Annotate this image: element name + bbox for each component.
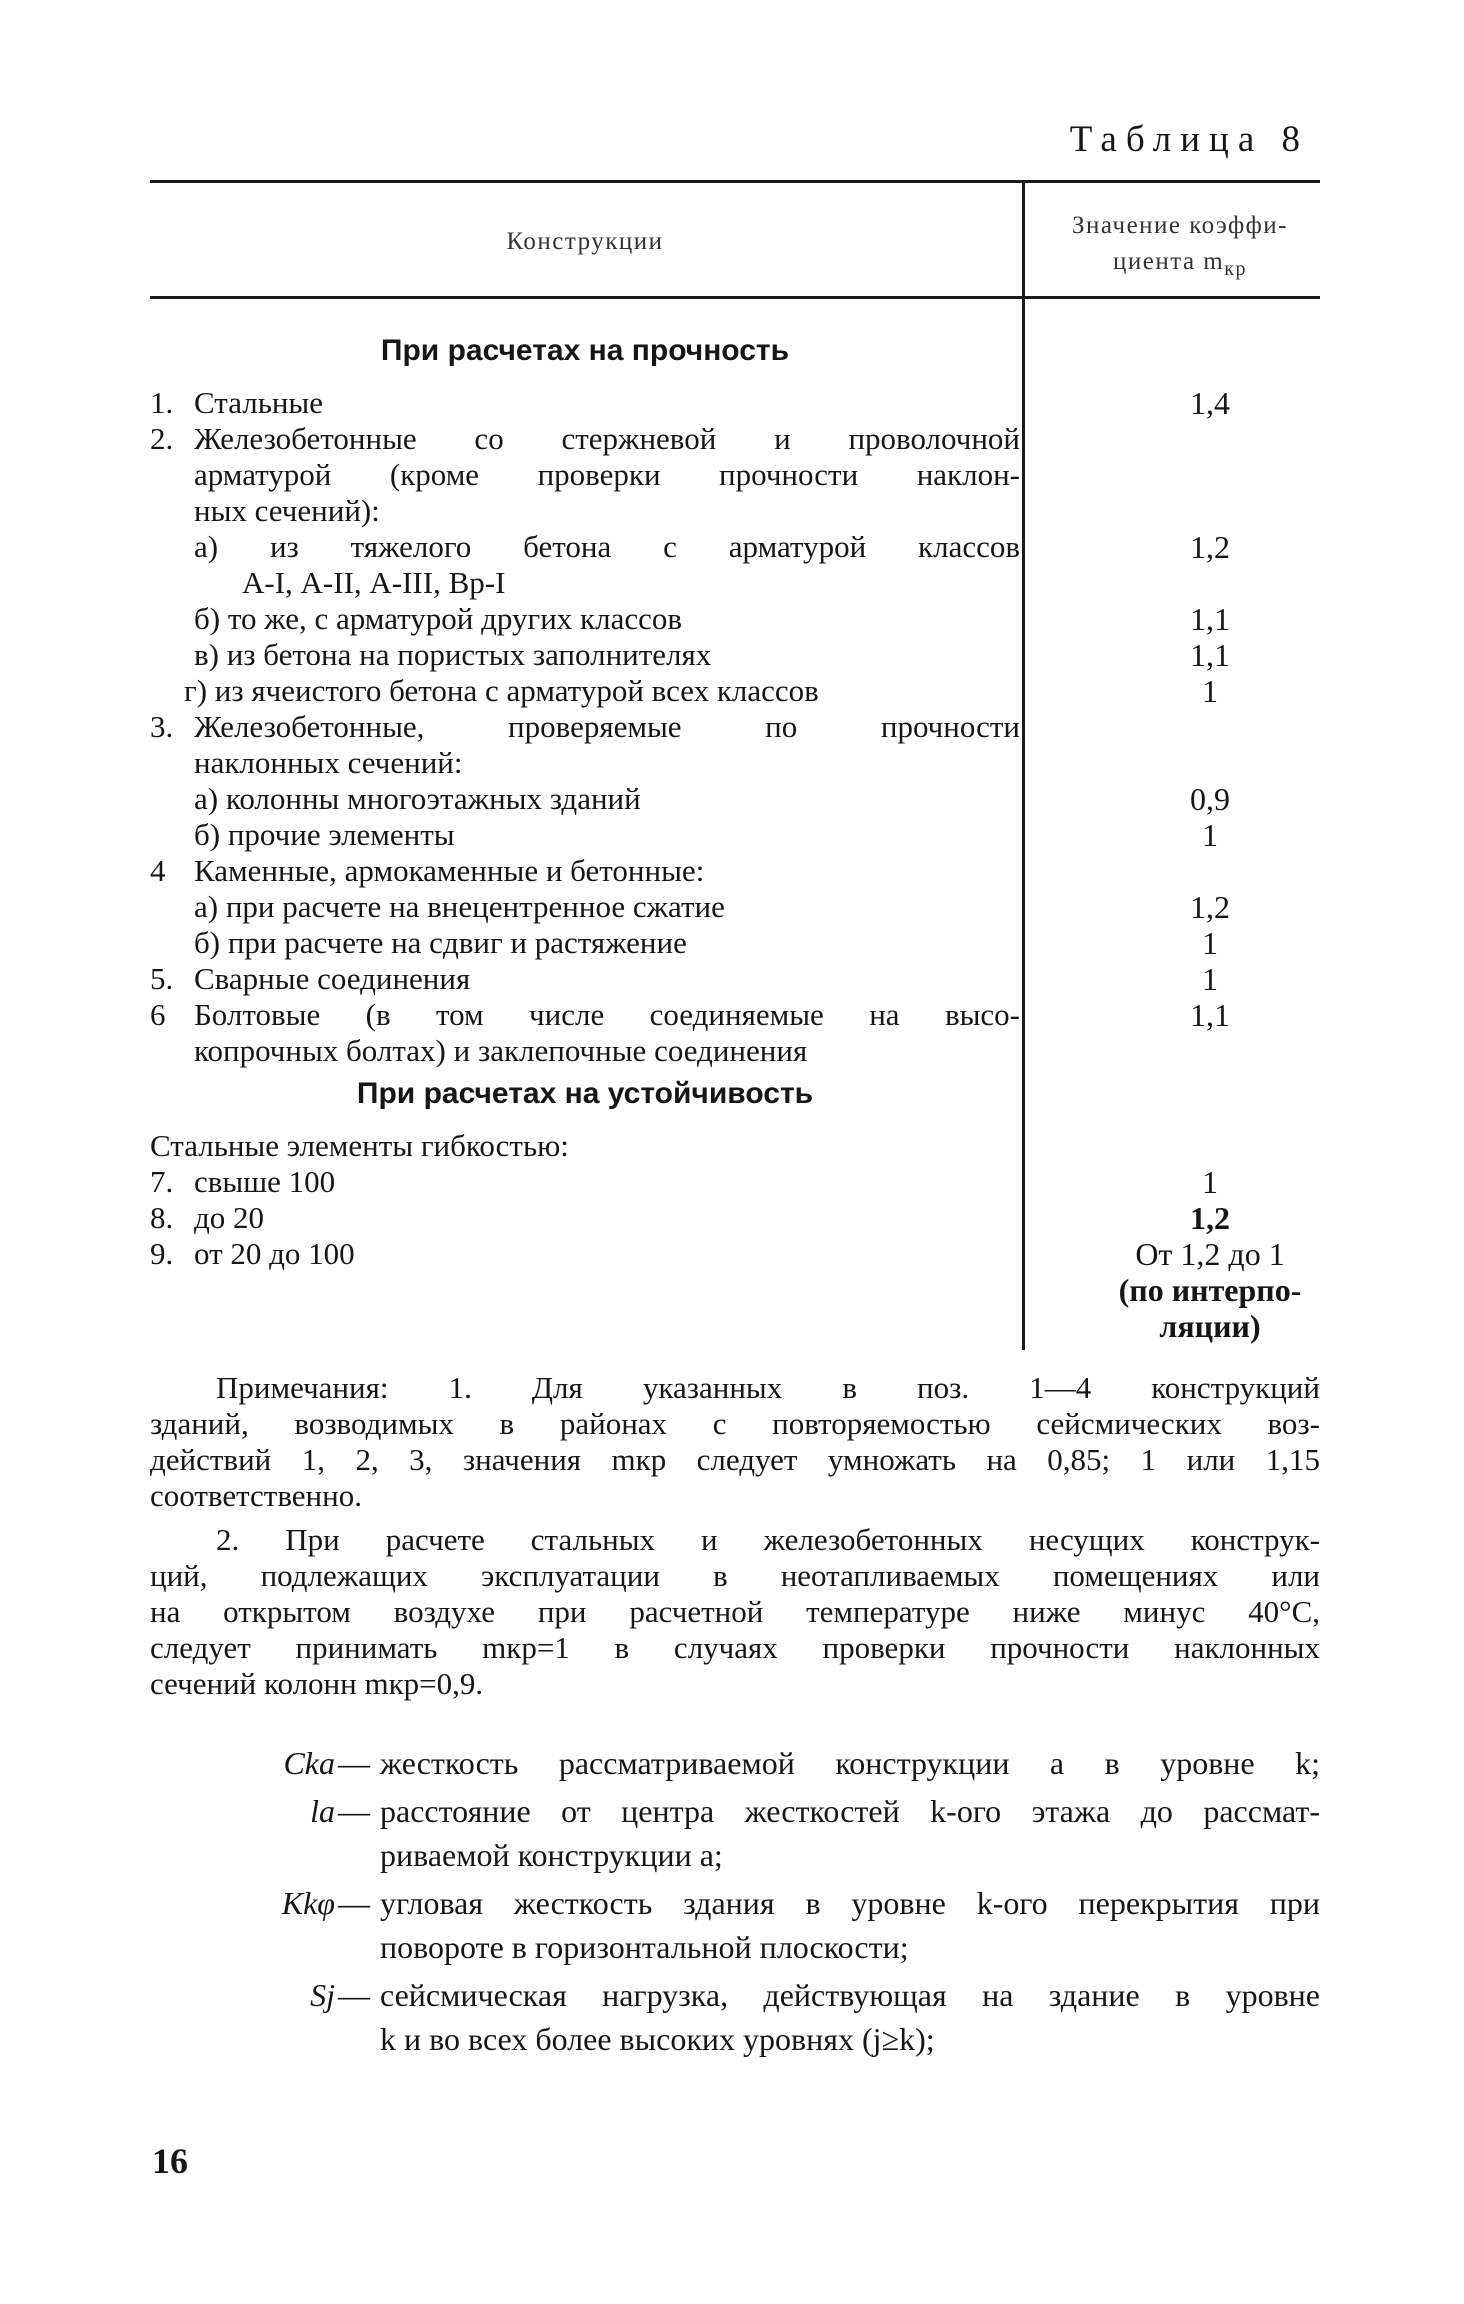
definition-item [150,1885,1320,1973]
table-row [150,421,1340,457]
table-row [150,961,1340,997]
table-notes [150,1370,1320,1702]
definition-text-cont: повороте в горизонтальной плоскости; [380,1929,909,1965]
definition-symbol: Sj [310,1977,335,2013]
row-value: 1,1 [1190,601,1230,637]
table-row [150,1308,1340,1344]
table-row [150,709,1340,745]
row-text: свыше 100 [194,1164,336,1199]
table-row [150,457,1340,493]
row-number: 4 [150,853,166,888]
row-text: Стальные [194,385,324,420]
row-value: 1 [1202,673,1218,709]
definition-text: жесткость рассматриваемой конструкции a в уровне k; [380,1745,1320,1781]
table-row [150,817,1340,853]
table-row [150,1164,1340,1200]
note-line: Примечания: 1. Для указанных в поз. 1—4 конструкций [216,1370,1320,1405]
row-text: копрочных болтах) и заклепочные соединения [194,1033,808,1068]
row-number: 3. [150,709,174,744]
definition-text-cont: риваемой конструкции a; [380,1837,723,1873]
header-coef-sub: кр [1224,258,1247,280]
definition-dash: — [338,1745,370,1781]
row-text: в) из бетона на пористых заполнителях [194,637,712,672]
row-number: 5. [150,961,174,996]
note-line: действий 1, 2, 3, значения mкр следует умножать на 0,85; 1 или 1,15 [150,1442,1320,1477]
table-row [150,1236,1340,1272]
row-text: а) при расчете на внецентренное сжатие [194,889,725,924]
table-header-coefficient [1040,208,1320,287]
row-number: 6 [150,997,166,1032]
row-text: б) прочие элементы [194,817,455,852]
row-text: б) то же, с арматурой других классов [194,601,683,636]
row-text: Железобетонные со стержневой и проволочной [194,421,1020,456]
table-row [150,673,1340,709]
definition-text-cont: k и во всех более высоких уровнях (j≥k); [380,2021,935,2057]
definition-symbol: la [310,1793,335,1829]
row-text: а) колонны многоэтажных зданий [194,781,641,816]
row-text: наклонных сечений: [194,745,463,780]
row-number: 8. [150,1200,174,1235]
row-value: (по интерпо- [1118,1272,1302,1308]
row-value: 1,1 [1190,997,1230,1033]
row-value: 1 [1202,925,1218,961]
row-text: Сварные соединения [194,961,471,996]
row-value: 1 [1202,1164,1218,1200]
page-number: 16 [152,2141,188,2181]
table-row [150,565,1340,601]
note-line: на открытом воздухе при расчетной температуре ниже минус 40°С, [150,1594,1320,1629]
row-value: 1,2 [1190,1200,1230,1236]
note-line: ций, подлежащих эксплуатации в неотапливаемых помещениях или [150,1558,1320,1593]
table-header-constructions: Конструкции [506,228,664,255]
row-text: г) из ячеистого бетона с арматурой всех классов [184,673,819,708]
row-number: 1. [150,385,174,420]
table-header-rule [150,296,1320,299]
header-coef-line1: Значение коэффи- [1072,212,1288,239]
definition-item [150,1793,1320,1881]
table-row [150,745,1340,781]
note-line: следует принимать mкр=1 в случаях проверки прочности наклонных [150,1630,1320,1665]
note-line: 2. При расчете стальных и железобетонных несущих конструк- [216,1522,1320,1557]
row-text: ных сечений): [194,493,380,528]
row-text: б) при расчете на сдвиг и растяжение [194,925,687,960]
note-line: соответственно. [150,1478,362,1513]
definition-text: угловая жесткость здания в уровне k-ого перекрытия при [380,1885,1320,1921]
section-strength-title: При расчетах на прочность [380,334,790,367]
table-row [150,853,1340,889]
row-value: 1,1 [1190,637,1230,673]
table-row [150,529,1340,565]
table-row [150,781,1340,817]
definition-text: сейсмическая нагрузка, действующая на здание в уровне [380,1977,1320,2013]
table-row [150,493,1340,529]
row-text: арматурой (кроме проверки прочности наклон- [194,457,1020,492]
row-value: 0,9 [1190,781,1230,817]
table-row [150,1272,1340,1308]
row-number: 9. [150,1236,174,1271]
table-row [150,385,1340,421]
table-row [150,1200,1340,1236]
definition-dash: — [338,1793,370,1829]
row-value: 1,2 [1190,529,1230,565]
note-line: сечений колонн mкр=0,9. [150,1666,484,1701]
row-text: А-I, А-II, А-III, Bp-I [242,565,506,600]
row-text: Болтовые (в том числе соединяемые на высо- [194,997,1020,1032]
definition-text: расстояние от центра жесткостей k-ого этажа до рассмат- [380,1793,1320,1829]
table-row [150,925,1340,961]
table-top-rule [150,180,1320,183]
row-text: от 20 до 100 [194,1236,355,1271]
table-row [150,1128,1340,1164]
definition-dash: — [338,1977,370,2013]
row-value: 1,2 [1190,889,1230,925]
row-text: до 20 [194,1200,265,1235]
row-value: 1 [1202,961,1218,997]
table-row [150,889,1340,925]
note-line: зданий, возводимых в районах с повторяемостью сейсмических воз- [150,1406,1320,1441]
table-row [150,997,1340,1033]
table-row [150,601,1340,637]
definition-item [150,1977,1320,2065]
row-number: 7. [150,1164,174,1199]
row-value: От 1,2 до 1 [1135,1236,1285,1272]
row-text: Стальные элементы гибкостью: [150,1128,569,1163]
definition-symbol: Kkφ [281,1885,335,1921]
table-row [150,1033,1340,1069]
row-value: 1,4 [1190,385,1230,421]
row-number: 2. [150,421,174,456]
row-value: ляции) [1159,1308,1261,1344]
header-coef-line2: циента $m_{кр}$ [1113,248,1247,280]
row-value: 1 [1202,817,1218,853]
definition-item [150,1745,1320,1789]
row-text: Железобетонные, проверяемые по прочности [194,709,1020,744]
row-text: Каменные, армокаменные и бетонные: [194,853,705,888]
section-stability-title: При расчетах на устойчивость [356,1077,814,1110]
row-text: а) из тяжелого бетона с арматурой классов [194,529,1020,564]
table-caption: Таблица 8 [1069,119,1309,160]
definition-dash: — [338,1885,370,1921]
definition-symbol: Cka [283,1745,335,1781]
table-row [150,637,1340,673]
